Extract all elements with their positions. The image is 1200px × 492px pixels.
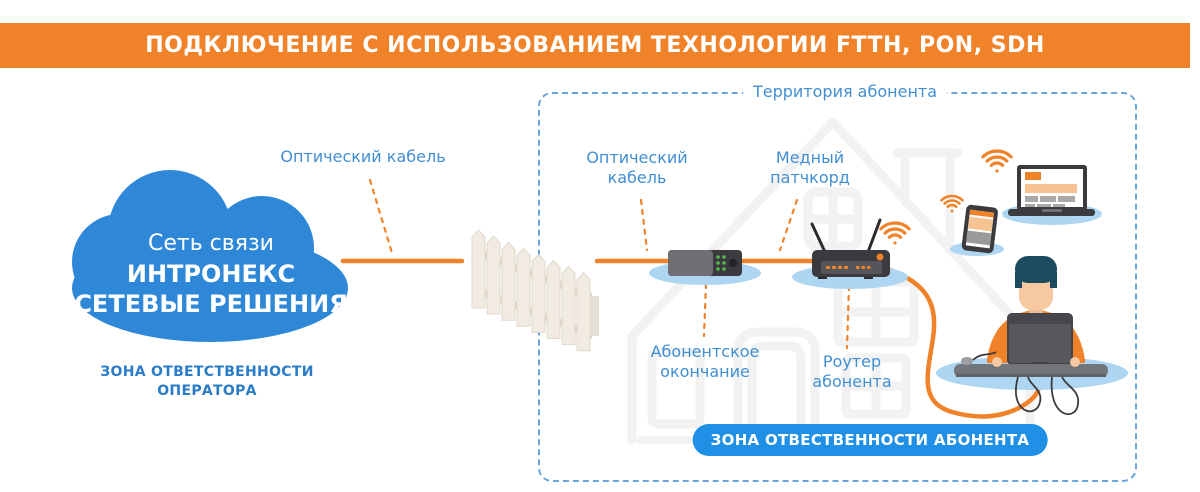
- router-label-line2: абонента: [812, 372, 892, 391]
- optical-inside-line1: Оптический: [586, 148, 688, 167]
- termination-line1: Абонентское: [650, 342, 760, 361]
- cloud-network-line2: ИНТРОНЕКС: [126, 260, 296, 288]
- optical-cable-label-inside: [577, 148, 697, 188]
- termination-line2: окончание: [660, 362, 750, 381]
- wifi-icon-laptop: [982, 143, 1013, 174]
- subscriber-router-label: [792, 352, 912, 392]
- router-label-line1: Роутер: [822, 352, 882, 371]
- optical-cable-label-outside: Оптический кабель: [280, 147, 446, 166]
- copper-line2: патчкорд: [770, 168, 850, 187]
- territory-label: Территория абонента: [743, 82, 947, 102]
- fence-icon: [472, 230, 599, 351]
- optical-inside-line2: кабель: [607, 168, 667, 187]
- subscriber-termination-label: [625, 342, 785, 382]
- cloud-network-line3: СЕТЕВЫЕ РЕШЕНИЯ: [74, 290, 348, 318]
- copper-line1: Медный: [775, 148, 845, 167]
- label-pointer-dashes: [370, 180, 849, 348]
- wifi-icon-router: [880, 215, 911, 246]
- ont-device-icon: [649, 250, 761, 285]
- copper-patchcord-label: [750, 148, 870, 188]
- operator-zone-line2: ОПЕРАТОРА: [157, 383, 257, 399]
- page-title: ПОДКЛЮЧЕНИЕ С ИСПОЛЬЗОВАНИЕМ ТЕХНОЛОГИИ FTTH, PON, SDH: [145, 33, 1045, 58]
- page-title-bar: [0, 23, 1190, 68]
- phone-icon: [950, 204, 1004, 256]
- operator-zone-line1: ЗОНА ОТВЕТСТВЕННОСТИ: [100, 364, 314, 380]
- subscriber-zone-badge: ЗОНА ОТВЕСТВЕННОСТИ АБОНЕНТА: [693, 424, 1048, 456]
- cloud-network-line1: Сеть связи: [148, 231, 274, 256]
- laptop-icon: [1002, 165, 1102, 225]
- operator-zone-caption: [72, 363, 342, 401]
